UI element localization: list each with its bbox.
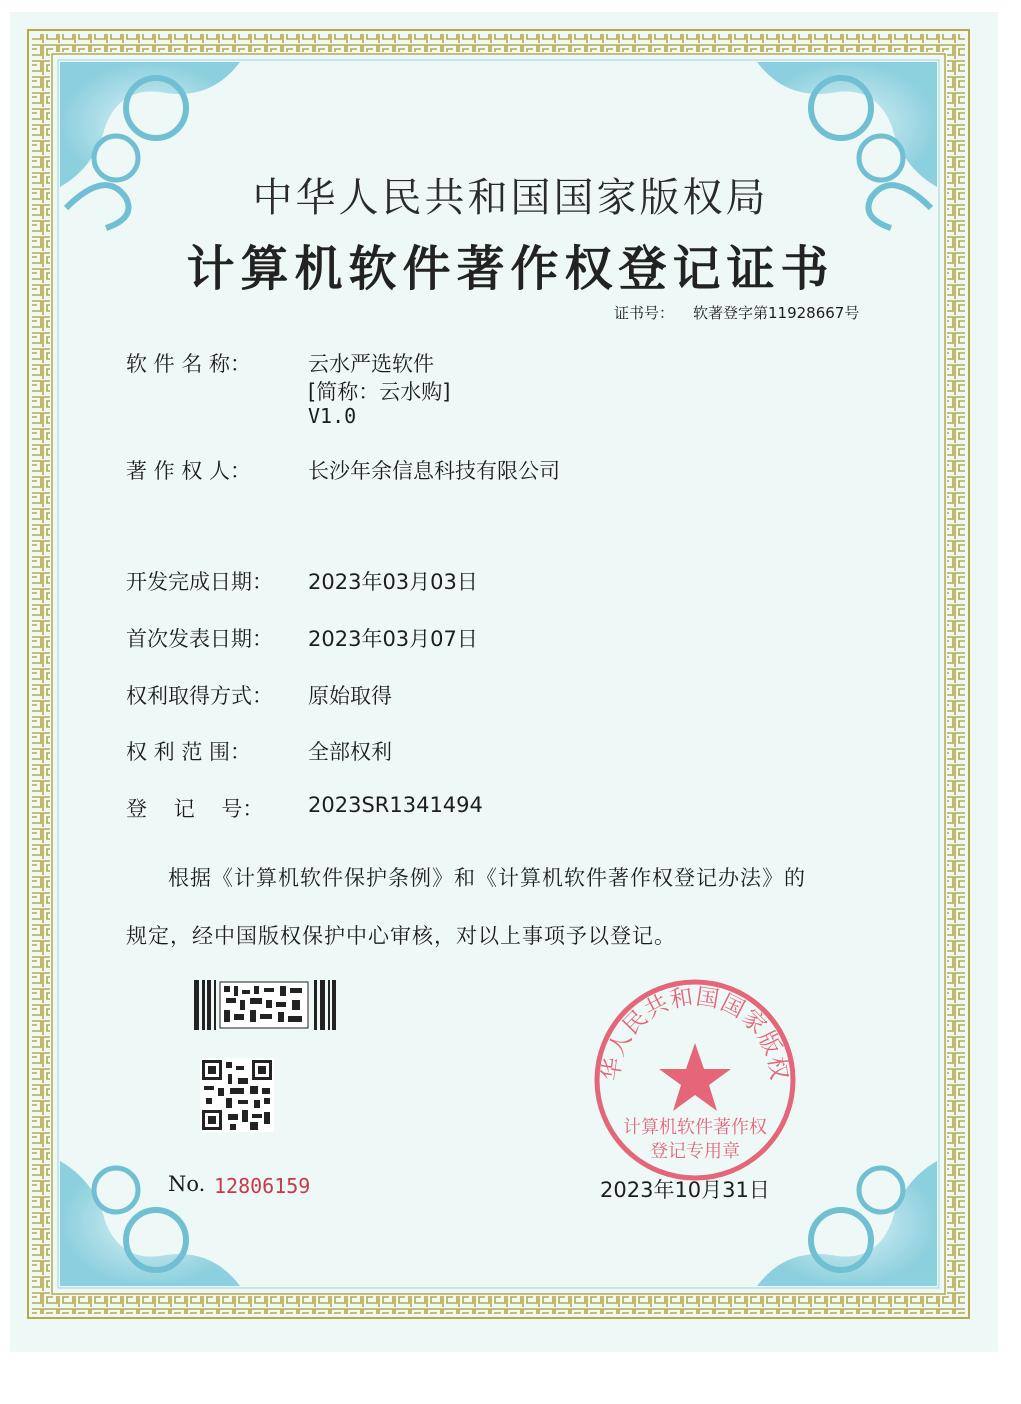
copyright-owner-label: 著 作 权 人：: [126, 459, 252, 483]
svg-text:登记专用章: 登记专用章: [650, 1141, 740, 1162]
publication-date: 2023年03月07日: [308, 627, 478, 651]
statement-line-2: 规定，经中国版权保护中心审核，对以上事项予以登记。: [126, 924, 676, 948]
registration-number: 2023SR1341494: [308, 793, 483, 817]
svg-text:中华人民共和国国家版权局: 华人民共和国国家版权: [598, 984, 792, 1083]
acquisition-method: 原始取得: [308, 684, 392, 708]
svg-text:计算机软件著作权: 计算机软件著作权: [623, 1117, 767, 1138]
official-seal: [590, 975, 800, 1185]
certificate-number-label: 证书号：: [614, 304, 675, 322]
certificate-title: 计算机软件著作权登记证书: [186, 241, 835, 297]
software-version: V1.0: [308, 404, 357, 428]
software-name: 云水严选软件: [308, 352, 434, 376]
software-name-label: 软 件 名 称：: [126, 352, 252, 376]
publication-date-label: 首次发表日期：: [126, 627, 273, 651]
completion-date: 2023年03月03日: [308, 570, 478, 594]
rights-scope: 全部权利: [308, 740, 392, 764]
completion-date-label: 开发完成日期：: [126, 570, 273, 594]
rights-scope-label: 权 利 范 围：: [126, 740, 252, 764]
barcode: [194, 980, 336, 1030]
certificate-number: 软著登字第11928667号: [693, 304, 860, 322]
software-short-name: [简称：云水购]: [308, 380, 451, 404]
copyright-owner: 长沙年余信息科技有限公司: [308, 459, 560, 483]
serial-number: 12806159: [214, 1174, 311, 1198]
qr-code: [200, 1058, 274, 1132]
acquisition-method-label: 权利取得方式：: [126, 684, 273, 708]
issue-date: 2023年10月31日: [600, 1178, 770, 1202]
serial-label: No.: [168, 1172, 206, 1196]
statement-line-1: 根据《计算机软件保护条例》和《计算机软件著作权登记办法》的: [168, 866, 806, 890]
registration-number-label: 登 记 号：: [126, 797, 264, 821]
issuer-title: 中华人民共和国国家版权局: [252, 175, 769, 221]
